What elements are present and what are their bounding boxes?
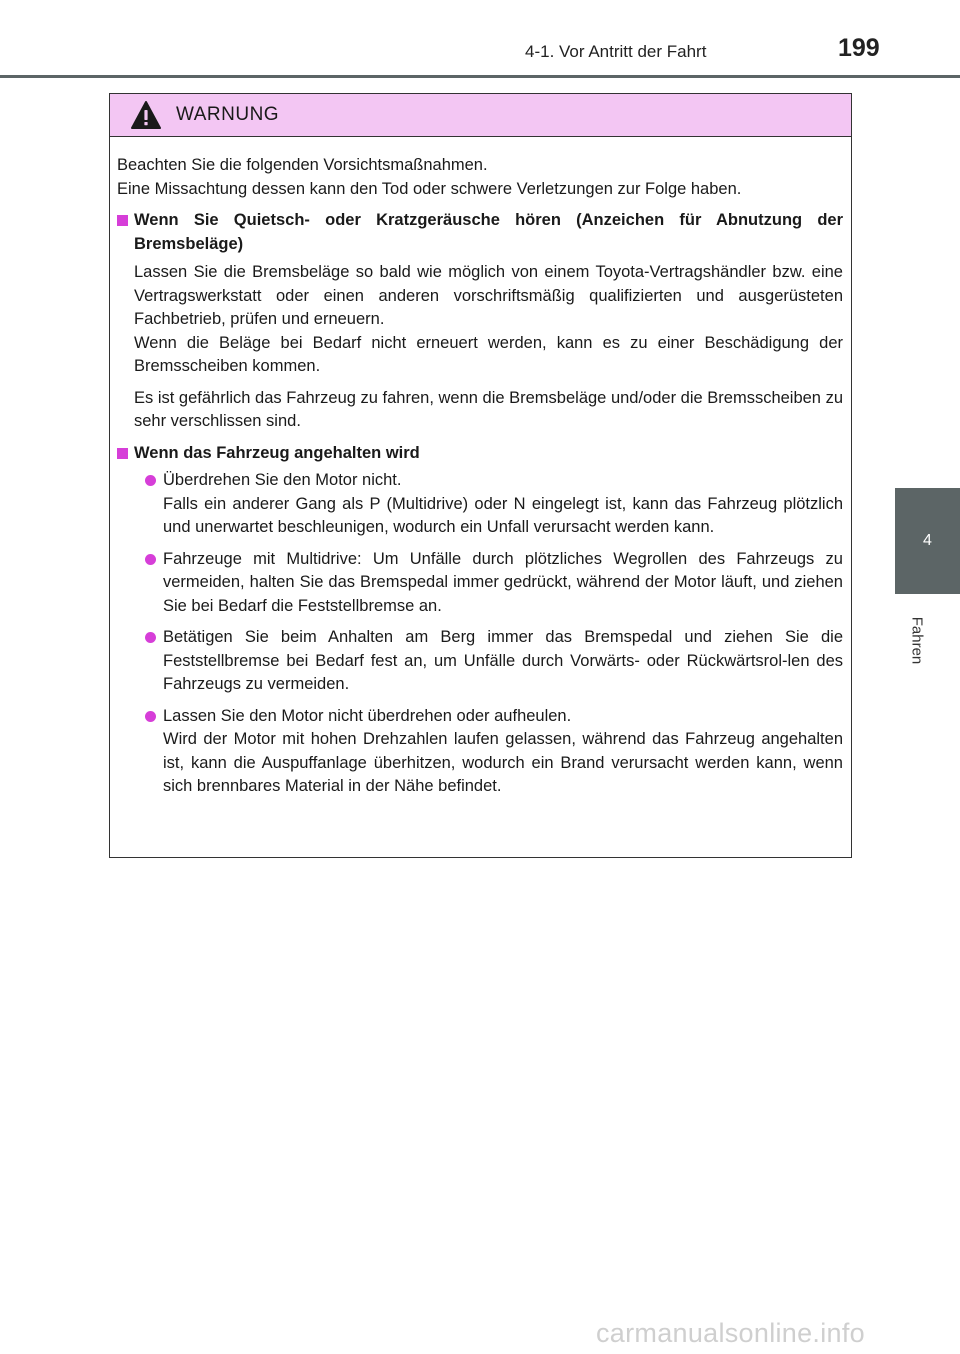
section-title-brake-noise: [117, 209, 843, 256]
list-item-line: Fahrzeuge mit Multidrive: Um Unfälle durch plötzliches Wegrollen des Fahrzeugs zu vermeiden, halten Sie das Bremspedal immer gedrückt, während der Motor läuft, und ziehen Sie bei Bedarf die Feststellbremse an.: [163, 549, 843, 615]
warning-triangle-icon: [130, 100, 162, 130]
warning-box: [109, 93, 852, 858]
section-heading: 4-1. Vor Antritt der Fahrt: [525, 42, 707, 61]
list-item-text: [163, 548, 843, 619]
watermark: carmanualsonline.info: [596, 1318, 865, 1348]
list-item-line: Falls ein anderer Gang als P (Multidrive) oder N eingelegt ist, kann das Fahrzeug plötzlich und unerwartet beschleunigen, wodurch ein Unfall verursacht werden kann.: [163, 494, 843, 536]
list-item: [117, 626, 843, 697]
list-item: [117, 469, 843, 540]
section-brake-noise: [117, 209, 843, 434]
list-item-line: Wird der Motor mit hohen Drehzahlen laufen gelassen, während das Fahrzeug angehalten ist, kann die Auspuffanlage überhitzen, wodurch ein Brand verursacht werden kann, wenn sich brennbares Material in der Nähe befindet.: [163, 730, 843, 795]
list-item-line: Lassen Sie den Motor nicht überdrehen oder aufheulen.: [163, 706, 572, 725]
paragraph: Wenn die Beläge bei Bedarf nicht erneuert werden, kann es zu einer Beschädigung der Bremsscheiben kommen.: [134, 333, 843, 375]
list-item: [117, 548, 843, 619]
warning-header: [110, 94, 851, 137]
list-item-text: [163, 626, 843, 697]
intro-line-2: Eine Missachtung dessen kann den Tod oder schwere Verletzungen zur Folge haben.: [117, 179, 742, 198]
square-bullet-icon: [117, 215, 128, 226]
section-title-text: Wenn Sie Quietsch- oder Kratzgeräusche hören (Anzeichen für Abnutzung der Bremsbeläge): [134, 211, 843, 253]
paragraph: Lassen Sie die Bremsbeläge so bald wie möglich von einem Toyota-Vertragshändler bzw. eine Vertragswerkstatt oder einen anderen vorschriftsmäßig qualifizierten und ausgerüsteten Fachbetrieb, prüfen und erneuern.: [134, 263, 843, 328]
section-title-text: Wenn das Fahrzeug angehalten wird: [134, 443, 420, 462]
round-bullet-icon: [145, 475, 156, 486]
round-bullet-icon: [145, 632, 156, 643]
warning-body: [110, 137, 851, 799]
square-bullet-icon: [117, 448, 128, 459]
section-text: [117, 261, 843, 434]
list-item-line: Betätigen Sie beim Anhalten am Berg immer das Bremspedal und ziehen Sie die Feststellbremse bei Bedarf fest an, um Unfälle durch Vorwärts- oder Rückwärtsrol-len des Fahrzeugs zu vermeiden.: [163, 628, 843, 693]
list-item-line: Überdrehen Sie den Motor nicht.: [163, 471, 402, 489]
chapter-label-container: [900, 610, 934, 670]
round-bullet-icon: [145, 554, 156, 565]
paragraph: Es ist gefährlich das Fahrzeug zu fahren, wenn die Bremsbeläge und/oder die Bremsscheiben zu sehr verschlissen sind.: [134, 388, 843, 430]
list-item: [117, 705, 843, 799]
page-number: 199: [838, 34, 880, 62]
warning-title: WARNUNG: [176, 104, 280, 125]
section-vehicle-stopped: [117, 442, 843, 799]
header-divider: [0, 75, 960, 78]
list-item-text: [163, 705, 843, 799]
section-title-vehicle-stopped: [117, 442, 843, 466]
chapter-tab[interactable]: [895, 488, 960, 594]
list-item-text: [163, 469, 843, 540]
chapter-number: 4: [923, 532, 932, 549]
intro-line-1: Beachten Sie die folgenden Vorsichtsmaßnahmen.: [117, 156, 488, 174]
chapter-label: Fahren: [908, 616, 926, 664]
warning-intro: [117, 154, 843, 201]
round-bullet-icon: [145, 711, 156, 722]
